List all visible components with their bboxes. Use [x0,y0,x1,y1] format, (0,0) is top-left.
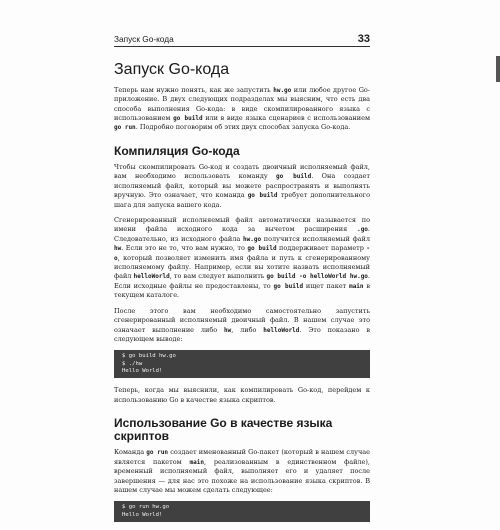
code-block-run [114,501,370,522]
header-rule [114,46,370,47]
running-head: Запуск Go-кода [114,34,174,44]
code-line: $ ./hw [122,360,143,367]
paragraph-transition: Теперь, когда мы выяснили, как компилировать Go-код, перейдем к использованию Go в качестве языка скриптов. [114,386,370,404]
code-line: Hello World! [122,367,163,374]
paragraph-intro: Теперь нам нужно понять, как же запустить hw.go или любое другое Go-приложение. В двух следующих подразделах мы выясним, что есть два способа выполнения Go-кода: в виде скомпилированного языка с использованием go build или в виде языка сценариев с использованием go run. Подробно поговорим об этих двух способах запуска Go-кода. [114,85,371,132]
paragraph-scripting: Команда go run создает именованный Go-пакет (который в нашем случае является пакетом main, реализованным в единственном файле), временный исполняемый файл, выполняет его и удаляет после завершения — для нас это похоже на использование языка скриптов. В нашем случае мы можем сделать следующее: [114,448,370,495]
paragraph-compile-1: Чтобы скомпилировать Go-код и создать двоичный исполняемый файл, вам необходимо использовать команду go build. Она создает исполняемый файл, который вы можете распространять и выполнять вручную. Это означает, что команда go build требует дополнительного шага для запуска вашего кода. [114,163,370,209]
code-line: $ go build hw.go [122,353,176,360]
page-number: 33 [357,33,370,45]
subsection-title-scripting: Использование Go в качестве языка скриптов [114,416,333,444]
code-line: $ go run hw.go [122,504,170,511]
page-content [114,62,370,530]
code-block-build [114,350,370,378]
paragraph-compile-3: После этого вам необходимо самостоятельно запустить сгенерированный исполняемый двоичный файл. В нашем случае это означает выполнение либо hw, либо helloWorld. Это показано в следующем выводе: [114,306,370,343]
page-edge-strip [496,56,500,82]
page-header [114,33,370,45]
subsection-title-compile: Компиляция Go-кода [114,143,240,158]
section-title: Запуск Go-кода [114,61,230,78]
code-line: Hello World! [122,511,163,518]
paragraph-compile-2: Сгенерированный исполняемый файл автоматически называется по имени файла исходного кода за вычетом расширения .go. Следовательно, из исходного файла hw.go получится исполняемый файл hw. Если это не то, что вам нужно, то go build поддерживает параметр -o, который позволяет изменить имя файла и путь к сгенерированному исполняемому файлу. Например, если вы хотите назвать исполняемый файл helloWorld, то вам следует выполнить go build -o helloWorld hw.go. Если исходные файлы не предоставлены, то go build ищет пакет main в текущем каталоге. [114,216,370,300]
